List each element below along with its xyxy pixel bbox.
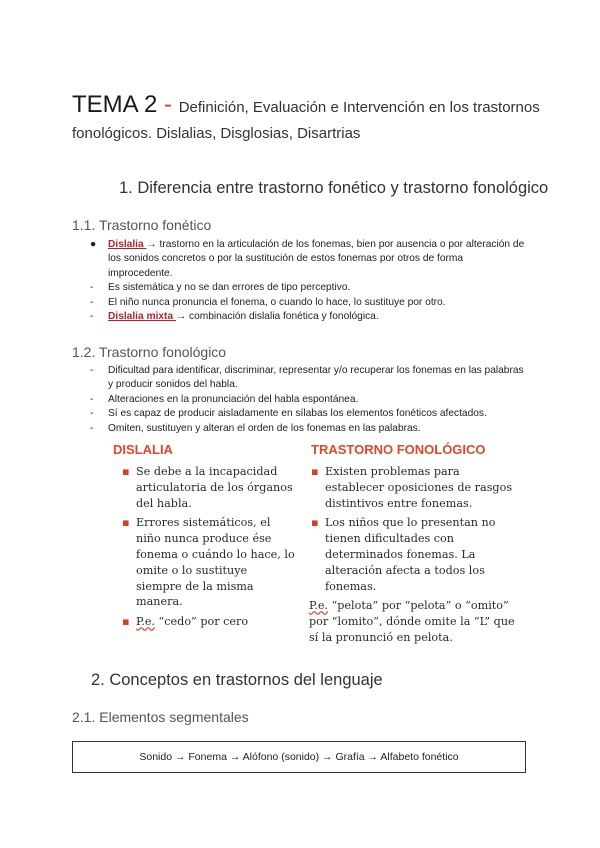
term-dislalia-mixta: Dislalia mixta (108, 311, 176, 323)
comparison-left-heading: DISLALIA (113, 442, 173, 457)
item-text: Los niños que lo presentan no tienen dificultades con determinados fonemas. La alteración afecta a todos los fonemas. (325, 516, 496, 593)
dash-marker: - (90, 311, 94, 323)
list-item (120, 464, 295, 511)
dash-marker: - (90, 408, 94, 420)
item-text: Dificultad para identificar, discriminar, representar y/o recuperar los fonemas en las palabras y producir sonidos del habla. (108, 365, 524, 391)
square-bullet-icon: ▪ (311, 516, 319, 530)
dash-marker: - (90, 296, 94, 308)
phonological-list (90, 364, 528, 436)
example-text: “pelota” por “pelota” o “omito” por “lomito”, dónde omite la “L” que sí la pronunció en pelota. (309, 599, 515, 644)
section-2-heading: 2. Conceptos en trastornos del lenguaje (91, 671, 383, 689)
list-item (309, 515, 519, 594)
term-dislalia: Dislalia (108, 239, 147, 250)
square-bullet-icon: ▪ (122, 615, 130, 629)
list-item (90, 407, 528, 421)
list-item (90, 422, 528, 436)
dash-marker: - (90, 365, 94, 376)
dash-marker: - (90, 422, 94, 434)
list-item (309, 464, 519, 511)
item-text: El niño nunca pronuncia el fonema, o cuando lo hace, lo sustituye por otro. (108, 296, 446, 308)
comparison-left-column (120, 464, 295, 634)
item-text: → trastorno en la articulación de los fonemas, bien por ausencia o por alteración de los sonidos concretos o por la sustitución de estos fonemas por otros de forma improcedente. (108, 239, 525, 279)
list-item (90, 238, 528, 281)
example-prefix: P.e. (136, 615, 155, 629)
page-title (72, 92, 542, 147)
list-item (90, 296, 528, 310)
title-dash: - (157, 91, 179, 118)
item-text: → combinación dislalia fonética y fonológica. (175, 311, 379, 323)
list-item (90, 364, 528, 393)
square-bullet-icon: ▪ (122, 465, 130, 478)
comparison-right-heading: TRASTORNO FONOLÓGICO (311, 442, 486, 457)
dash-marker: - (90, 282, 94, 294)
item-text: Alteraciones en la pronunciación del habla espontánea. (108, 393, 359, 405)
title-subtitle: Definición, Evaluación e Intervención en los trastornos fonológicos. Dislalias, Disglosias, Disartrias (72, 99, 540, 142)
item-text: Se debe a la incapacidad articulatoria de los órganos del habla. (136, 465, 293, 510)
example-text: “cedo” por cero (155, 615, 249, 629)
item-text: Existen problemas para establecer oposiciones de rasgos distintivos entre fonemas. (325, 465, 513, 510)
bullet-marker: ● (90, 239, 97, 250)
comparison-left-list (120, 464, 295, 630)
segmental-elements-box: Sonido → Fonema → Alófono (sonido) → Grafía → Alfabeto fonético (72, 741, 526, 773)
item-text: Sí es capaz de producir aisladamente en sílabas los elementos fonéticos afectados. (108, 408, 487, 420)
comparison-right-example (309, 598, 519, 645)
list-item (90, 393, 528, 407)
section-2-1-heading: 2.1. Elementos segmentales (72, 709, 249, 725)
section-1-1-heading: 1.1. Trastorno fonético (72, 217, 212, 233)
square-bullet-icon: ▪ (311, 465, 319, 478)
section-1-heading: 1. Diferencia entre trastorno fonético y trastorno fonológico (119, 179, 549, 197)
title-number: TEMA 2 (72, 91, 158, 118)
square-bullet-icon: ▪ (122, 516, 130, 530)
phonetic-list (90, 238, 528, 324)
list-item (120, 515, 295, 610)
dash-marker: - (90, 393, 94, 405)
comparison-right-column (309, 464, 519, 646)
example-prefix: P.e. (309, 599, 328, 613)
list-item (90, 281, 528, 295)
comparison-right-list (309, 464, 519, 594)
item-text: Omiten, sustituyen y alteran el orden de los fonemas en las palabras. (108, 422, 421, 434)
list-item (120, 614, 295, 630)
list-item (90, 310, 528, 324)
item-text: Errores sistemáticos, el niño nunca produce ése fonema o cuándo lo hace, lo omite o lo sustituye siempre de la misma manera. (136, 516, 295, 609)
item-text: Es sistemática y no se dan errores de tipo perceptivo. (108, 282, 351, 294)
section-1-2-heading: 1.2. Trastorno fonológico (72, 344, 227, 360)
